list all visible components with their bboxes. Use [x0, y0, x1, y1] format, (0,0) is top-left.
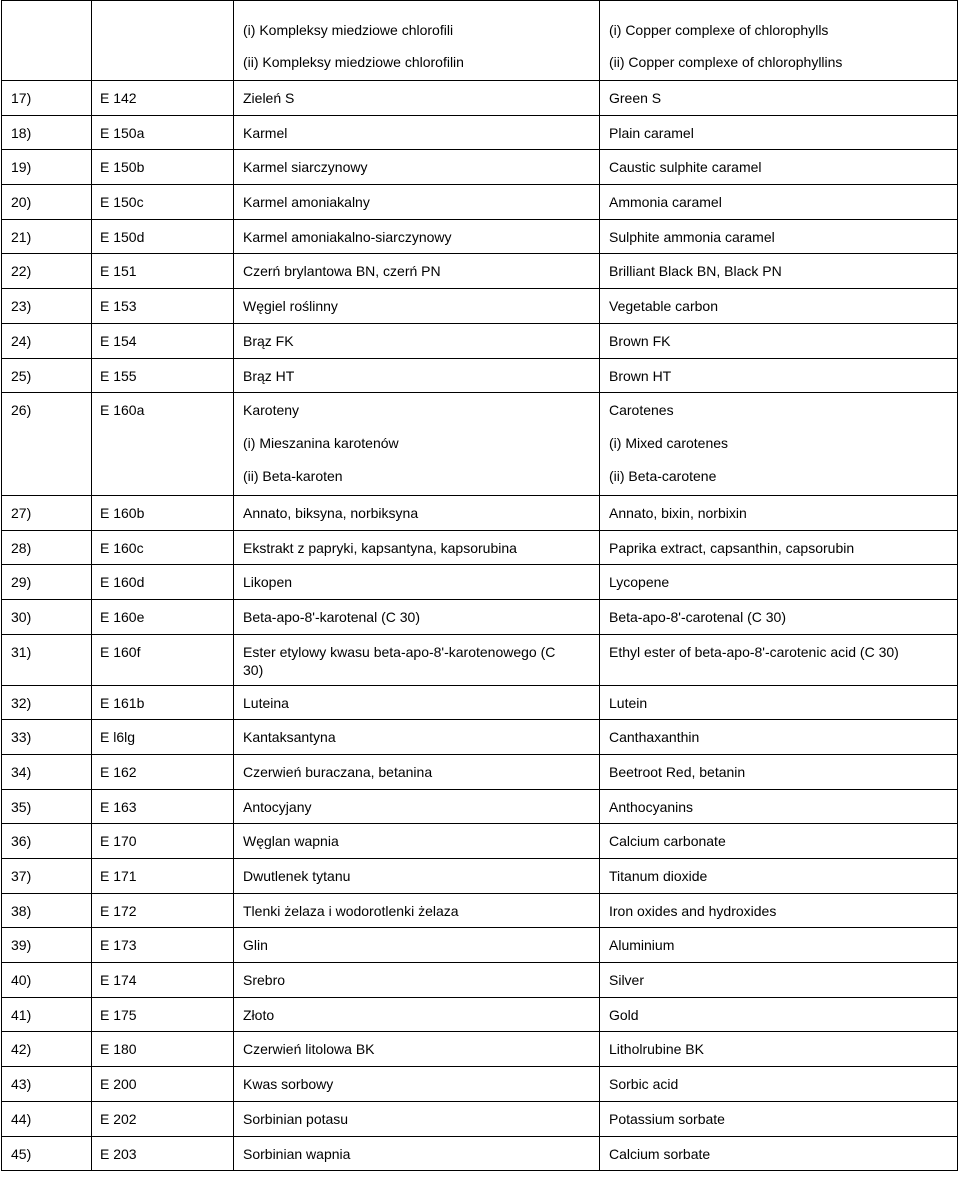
- table-row: [2, 859, 958, 894]
- cell-number: 35): [2, 789, 92, 824]
- cell-polish: Brąz FK: [234, 323, 600, 358]
- cell-number: 33): [2, 720, 92, 755]
- cell-polish: Sorbinian wapnia: [234, 1136, 600, 1171]
- cell-number: 21): [2, 219, 92, 254]
- table-row: [2, 1101, 958, 1136]
- cell-english: Iron oxides and hydroxides: [600, 893, 958, 928]
- table-row: [2, 928, 958, 963]
- cell-code: E 150c: [92, 185, 234, 220]
- cell-english: Lutein: [600, 685, 958, 720]
- cell-polish: Brąz HT: [234, 358, 600, 393]
- cell-code: E 163: [92, 789, 234, 824]
- cell-code: E 203: [92, 1136, 234, 1171]
- cell-polish: Luteina: [234, 685, 600, 720]
- cell-number: 27): [2, 496, 92, 531]
- cell-code: E 160d: [92, 565, 234, 600]
- polish-sub-item: (i) Mieszanina karotenów: [243, 435, 399, 452]
- polish-sub-item: (ii) Beta-karoten: [243, 468, 343, 485]
- table-row: [2, 254, 958, 289]
- additives-table: [1, 0, 958, 1171]
- cell-number: 17): [2, 81, 92, 116]
- table-row: [2, 1032, 958, 1067]
- cell-english: Green S: [600, 81, 958, 116]
- table-row: [2, 685, 958, 720]
- cell-polish: Ekstrakt z papryki, kapsantyna, kapsorubina: [234, 530, 600, 565]
- cell-number: 19): [2, 150, 92, 185]
- cell-english: Vegetable carbon: [600, 289, 958, 324]
- cell-code: E 173: [92, 928, 234, 963]
- table-row: [2, 219, 958, 254]
- cell-polish: Tlenki żelaza i wodorotlenki żelaza: [234, 893, 600, 928]
- cell-number: 44): [2, 1101, 92, 1136]
- cell-number: 36): [2, 824, 92, 859]
- cell-english: Calcium sorbate: [600, 1136, 958, 1171]
- cell-number: 18): [2, 115, 92, 150]
- cell-polish: Likopen: [234, 565, 600, 600]
- cell-code: E l6lg: [92, 720, 234, 755]
- cell-number: 32): [2, 685, 92, 720]
- english-main: Carotenes: [609, 402, 674, 419]
- cell-code: E 150b: [92, 150, 234, 185]
- cell-number-empty: [2, 1, 92, 81]
- table-row: [2, 358, 958, 393]
- cell-polish: Czerń brylantowa BN, czerń PN: [234, 254, 600, 289]
- cell-polish: [234, 393, 600, 496]
- cell-number: 38): [2, 893, 92, 928]
- cell-polish: Antocyjany: [234, 789, 600, 824]
- cell-code: E 170: [92, 824, 234, 859]
- cell-code: E 174: [92, 963, 234, 998]
- cell-number: 22): [2, 254, 92, 289]
- cell-polish: Kantaksantyna: [234, 720, 600, 755]
- table-row: [2, 81, 958, 116]
- cell-english: Brown HT: [600, 358, 958, 393]
- cell-code: E 202: [92, 1101, 234, 1136]
- cell-english: Lycopene: [600, 565, 958, 600]
- table-row: [2, 289, 958, 324]
- cell-polish: Karmel: [234, 115, 600, 150]
- table-row: [2, 789, 958, 824]
- cell-code: E 142: [92, 81, 234, 116]
- cell-number: 45): [2, 1136, 92, 1171]
- cell-code: E 155: [92, 358, 234, 393]
- table-row-header: [2, 1, 958, 81]
- english-header-line-2: (ii) Copper complexe of chlorophyllins: [609, 54, 843, 70]
- cell-english: Titanum dioxide: [600, 859, 958, 894]
- table-row: [2, 1136, 958, 1171]
- table-row: [2, 893, 958, 928]
- cell-english: Caustic sulphite caramel: [600, 150, 958, 185]
- cell-english: Ammonia caramel: [600, 185, 958, 220]
- cell-english: [600, 393, 958, 496]
- table-row: [2, 963, 958, 998]
- cell-number: 26): [2, 393, 92, 496]
- cell-polish: Czerwień buraczana, betanina: [234, 754, 600, 789]
- cell-english: Gold: [600, 997, 958, 1032]
- table-row-31: [2, 634, 958, 685]
- cell-number: 42): [2, 1032, 92, 1067]
- cell-number: 39): [2, 928, 92, 963]
- cell-code: E 153: [92, 289, 234, 324]
- cell-code: E 160c: [92, 530, 234, 565]
- cell-number: 30): [2, 599, 92, 634]
- cell-number: 25): [2, 358, 92, 393]
- cell-polish: Beta-apo-8'-karotenal (C 30): [234, 599, 600, 634]
- cell-number: 29): [2, 565, 92, 600]
- polish-header-line-1: (i) Kompleksy miedziowe chlorofili: [243, 22, 454, 38]
- english-sub-item: (i) Mixed carotenes: [609, 435, 729, 452]
- polish-main: Karoteny: [243, 402, 300, 419]
- table-row: [2, 115, 958, 150]
- cell-code: E 151: [92, 254, 234, 289]
- english-header-line-1: (i) Copper complexe of chlorophylls: [609, 22, 829, 38]
- cell-english: Plain caramel: [600, 115, 958, 150]
- cell-english: Brown FK: [600, 323, 958, 358]
- cell-polish: Karmel siarczynowy: [234, 150, 600, 185]
- cell-polish: Węglan wapnia: [234, 824, 600, 859]
- cell-number: 20): [2, 185, 92, 220]
- cell-code: E 161b: [92, 685, 234, 720]
- cell-code: E 160b: [92, 496, 234, 531]
- table-row: [2, 720, 958, 755]
- cell-code: E 150a: [92, 115, 234, 150]
- table-row: [2, 530, 958, 565]
- cell-number: 37): [2, 859, 92, 894]
- cell-code: E 154: [92, 323, 234, 358]
- cell-english: Litholrubine BK: [600, 1032, 958, 1067]
- cell-english: Silver: [600, 963, 958, 998]
- cell-english: Ethyl ester of beta-apo-8'-carotenic acid (C 30): [600, 634, 958, 685]
- cell-number: 31): [2, 634, 92, 685]
- cell-code: E 150d: [92, 219, 234, 254]
- cell-english: Paprika extract, capsanthin, capsorubin: [600, 530, 958, 565]
- cell-english: Sulphite ammonia caramel: [600, 219, 958, 254]
- cell-polish: Srebro: [234, 963, 600, 998]
- cell-polish: Czerwień litolowa BK: [234, 1032, 600, 1067]
- cell-english: Potassium sorbate: [600, 1101, 958, 1136]
- cell-english: Beta-apo-8'-carotenal (C 30): [600, 599, 958, 634]
- table-row: [2, 824, 958, 859]
- cell-number: 41): [2, 997, 92, 1032]
- cell-code-empty: [92, 1, 234, 81]
- cell-polish: Węgiel roślinny: [234, 289, 600, 324]
- cell-code: E 175: [92, 997, 234, 1032]
- cell-polish-header: [234, 1, 600, 81]
- cell-code: E 172: [92, 893, 234, 928]
- table-row: [2, 1067, 958, 1102]
- cell-english: Brilliant Black BN, Black PN: [600, 254, 958, 289]
- cell-polish: Glin: [234, 928, 600, 963]
- cell-polish: Annato, biksyna, norbiksyna: [234, 496, 600, 531]
- cell-code: E 160f: [92, 634, 234, 685]
- cell-english: Beetroot Red, betanin: [600, 754, 958, 789]
- cell-number: 40): [2, 963, 92, 998]
- cell-polish: Dwutlenek tytanu: [234, 859, 600, 894]
- table-row: [2, 496, 958, 531]
- cell-polish: Kwas sorbowy: [234, 1067, 600, 1102]
- cell-polish: Karmel amoniakalno-siarczynowy: [234, 219, 600, 254]
- cell-number: 43): [2, 1067, 92, 1102]
- cell-polish: Karmel amoniakalny: [234, 185, 600, 220]
- table-row: [2, 565, 958, 600]
- table-row: [2, 754, 958, 789]
- cell-polish: Zieleń S: [234, 81, 600, 116]
- cell-english-header: [600, 1, 958, 81]
- cell-code: E 200: [92, 1067, 234, 1102]
- table-row: [2, 150, 958, 185]
- english-sub-item: (ii) Beta-carotene: [609, 468, 717, 485]
- cell-code: E 162: [92, 754, 234, 789]
- cell-number: 23): [2, 289, 92, 324]
- cell-code: E 160e: [92, 599, 234, 634]
- cell-number: 24): [2, 323, 92, 358]
- cell-english: Aluminium: [600, 928, 958, 963]
- table-row: [2, 997, 958, 1032]
- table-row: [2, 599, 958, 634]
- table-row-26: [2, 393, 958, 496]
- polish-header-line-2: (ii) Kompleksy miedziowe chlorofilin: [243, 54, 464, 70]
- cell-polish: Złoto: [234, 997, 600, 1032]
- cell-code: E 171: [92, 859, 234, 894]
- cell-english: Calcium carbonate: [600, 824, 958, 859]
- cell-number: 28): [2, 530, 92, 565]
- cell-code: E 180: [92, 1032, 234, 1067]
- cell-english: Annato, bixin, norbixin: [600, 496, 958, 531]
- cell-code: E 160a: [92, 393, 234, 496]
- cell-polish: Ester etylowy kwasu beta-apo-8'-karotenowego (C 30): [234, 634, 600, 685]
- table-row: [2, 185, 958, 220]
- cell-polish: Sorbinian potasu: [234, 1101, 600, 1136]
- cell-english: Sorbic acid: [600, 1067, 958, 1102]
- cell-english: Canthaxanthin: [600, 720, 958, 755]
- table-row: [2, 323, 958, 358]
- cell-number: 34): [2, 754, 92, 789]
- cell-english: Anthocyanins: [600, 789, 958, 824]
